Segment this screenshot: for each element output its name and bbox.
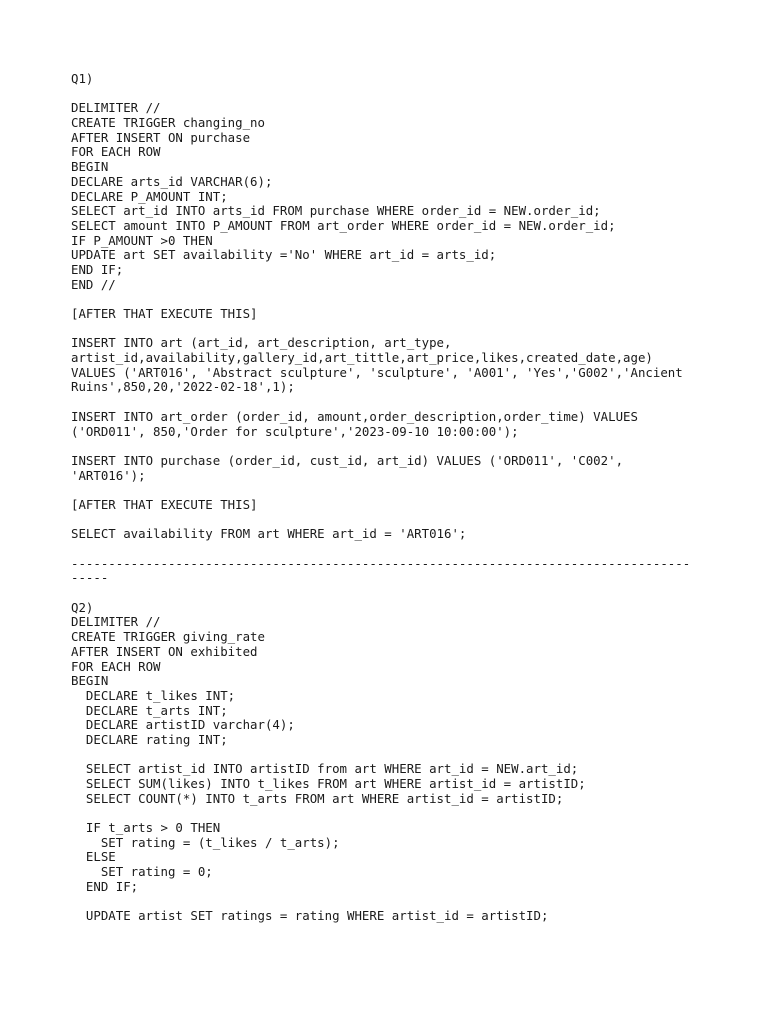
code-line: INSERT INTO art (art_id, art_description, art_type, bbox=[71, 335, 452, 351]
code-line: DELIMITER // bbox=[71, 614, 161, 630]
code-line: 'ART016'); bbox=[71, 467, 146, 483]
code-line: SELECT artist_id INTO artistID from art WHERE art_id = NEW.art_id; bbox=[71, 761, 579, 777]
code-line: BEGIN bbox=[71, 159, 109, 175]
code-line: SELECT availability FROM art WHERE art_id = 'ART016'; bbox=[71, 526, 467, 542]
blank-line bbox=[71, 292, 731, 307]
code-line: ----------------------------------------------------------------------------------- bbox=[71, 555, 691, 571]
code-line: SELECT COUNT(*) INTO t_arts FROM art WHERE artist_id = artistID; bbox=[71, 790, 564, 806]
code-line: VALUES ('ART016', 'Abstract sculpture', 'sculpture', 'A001', 'Yes','G002','Ancient bbox=[71, 364, 683, 380]
code-line: DECLARE artistID varchar(4); bbox=[71, 717, 295, 733]
code-line: END // bbox=[71, 276, 116, 292]
blank-line bbox=[71, 87, 731, 102]
code-line: SELECT SUM(likes) INTO t_likes FROM art WHERE artist_id = artistID; bbox=[71, 776, 586, 791]
blank-line bbox=[71, 483, 731, 498]
code-line: DECLARE t_likes INT; bbox=[71, 687, 236, 703]
code-line: ----- bbox=[71, 570, 109, 586]
code-line: BEGIN bbox=[71, 673, 109, 689]
blank-line bbox=[71, 748, 731, 763]
blank-line bbox=[71, 586, 731, 601]
code-line: SET rating = 0; bbox=[71, 864, 213, 880]
code-line: UPDATE art SET availability ='No' WHERE art_id = arts_id; bbox=[71, 247, 497, 263]
code-line: DELIMITER // bbox=[71, 100, 161, 116]
code-line: Ruins',850,20,'2022-02-18',1); bbox=[71, 379, 295, 395]
blank-line bbox=[71, 806, 731, 821]
code-line: AFTER INSERT ON exhibited bbox=[71, 643, 258, 659]
code-line: DECLARE arts_id VARCHAR(6); bbox=[71, 173, 273, 189]
code-line: [AFTER THAT EXECUTE THIS] bbox=[71, 306, 258, 321]
code-line: IF P_AMOUNT >0 THEN bbox=[71, 232, 213, 248]
code-line: SELECT art_id INTO arts_id FROM purchase WHERE order_id = NEW.order_id; bbox=[71, 203, 601, 219]
code-line: CREATE TRIGGER giving_rate bbox=[71, 629, 265, 645]
code-line: SET rating = (t_likes / t_arts); bbox=[71, 834, 340, 850]
code-line: artist_id,availability,gallery_id,art_tittle,art_price,likes,created_date,age) bbox=[71, 350, 653, 366]
blank-line bbox=[71, 439, 731, 454]
code-line: DECLARE P_AMOUNT INT; bbox=[71, 188, 228, 204]
code-line: UPDATE artist SET ratings = rating WHERE artist_id = artistID; bbox=[71, 908, 549, 924]
code-line: ELSE bbox=[71, 849, 116, 865]
blank-line bbox=[71, 542, 731, 557]
code-line: INSERT INTO art_order (order_id, amount,order_description,order_time) VALUES bbox=[71, 408, 638, 424]
blank-line bbox=[71, 322, 731, 337]
blank-line bbox=[71, 513, 731, 528]
code-line: AFTER INSERT ON purchase bbox=[71, 129, 251, 145]
code-line: IF t_arts > 0 THEN bbox=[71, 820, 221, 836]
blank-line bbox=[71, 895, 731, 910]
code-line: END IF; bbox=[71, 878, 139, 894]
code-line: Q1) bbox=[71, 71, 94, 86]
document-page bbox=[71, 72, 731, 924]
code-line: DECLARE rating INT; bbox=[71, 731, 228, 747]
code-line: Q2) bbox=[71, 599, 94, 615]
blank-line bbox=[71, 395, 731, 410]
code-line: FOR EACH ROW bbox=[71, 144, 161, 160]
code-line: END IF; bbox=[71, 261, 124, 277]
code-line: INSERT INTO purchase (order_id, cust_id, art_id) VALUES ('ORD011', 'C002', bbox=[71, 452, 624, 468]
code-line: ('ORD011', 850,'Order for sculpture','2023-09-10 10:00:00'); bbox=[71, 423, 519, 439]
code-line: SELECT amount INTO P_AMOUNT FROM art_order WHERE order_id = NEW.order_id; bbox=[71, 217, 616, 233]
code-line: [AFTER THAT EXECUTE THIS] bbox=[71, 496, 258, 512]
code-line: DECLARE t_arts INT; bbox=[71, 702, 228, 718]
code-line: FOR EACH ROW bbox=[71, 658, 161, 674]
code-line: CREATE TRIGGER changing_no bbox=[71, 115, 265, 131]
